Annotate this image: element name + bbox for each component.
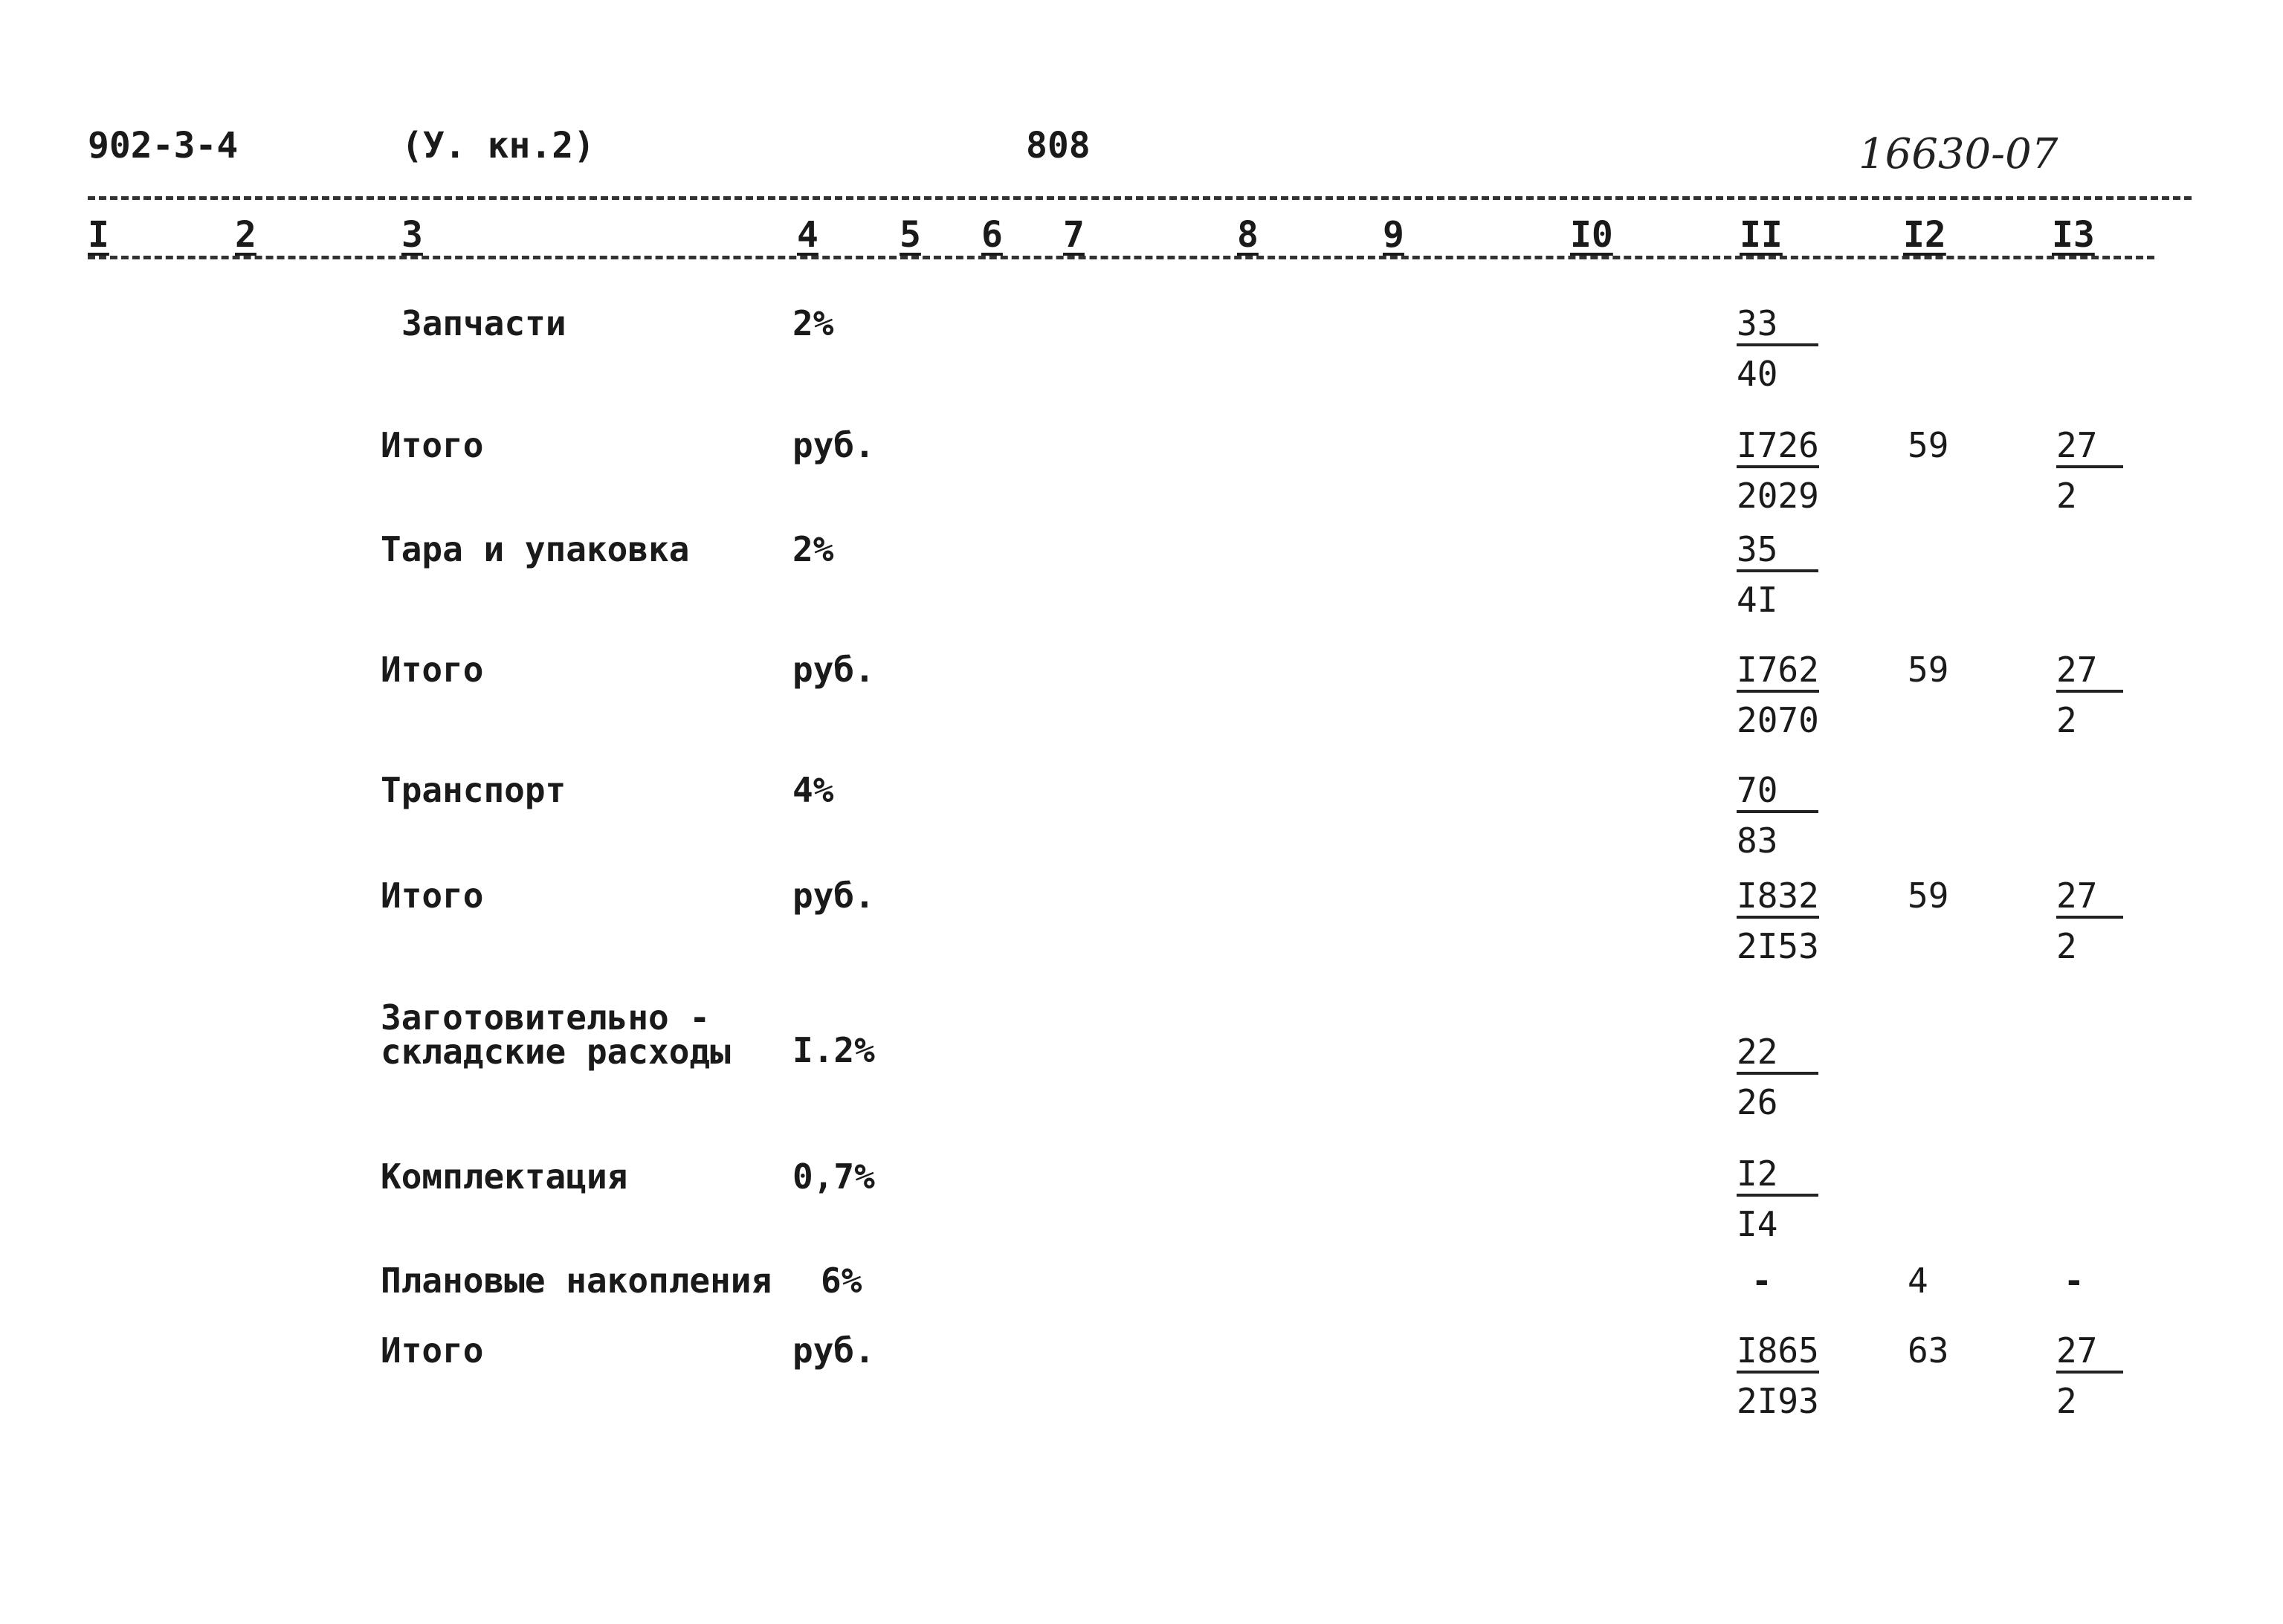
- col11-fraction: [1737, 1154, 1833, 1244]
- col11-numerator: 22: [1737, 1035, 1818, 1075]
- col11-numerator: 33: [1737, 306, 1818, 346]
- col11-fraction: [1737, 650, 1833, 740]
- col-num-13: I3: [2052, 214, 2095, 256]
- col11-denominator: 2I53: [1737, 926, 1819, 966]
- row-rate: руб.: [792, 650, 875, 690]
- col13-denominator: 2: [2056, 926, 2077, 966]
- col-num-4: 4: [797, 214, 818, 256]
- col11-numerator: I865: [1737, 1333, 1819, 1374]
- col11-numerator: I832: [1737, 879, 1819, 919]
- col-num-7: 7: [1063, 214, 1085, 256]
- row-rate: I.2%: [792, 1030, 875, 1070]
- col11-value: -: [1751, 1261, 1772, 1301]
- volume-reference: (У. кн.2): [401, 125, 595, 166]
- row-label: Запчасти: [401, 303, 566, 343]
- col-num-2: 2: [235, 214, 256, 256]
- page-number: 808: [1026, 125, 1091, 166]
- col13-denominator: 2: [2056, 700, 2077, 740]
- col-num-6: 6: [981, 214, 1003, 256]
- row-rate: 2%: [792, 529, 834, 569]
- row-rate: 0,7%: [792, 1156, 875, 1197]
- col13-numerator: 27: [2056, 879, 2123, 919]
- col12-value: 59: [1908, 425, 1949, 465]
- col11-denominator: 2I93: [1737, 1381, 1819, 1421]
- col11-denominator: 2029: [1737, 476, 1819, 516]
- row-label: Транспорт: [381, 770, 566, 810]
- col11-fraction: [1737, 876, 1833, 966]
- col11-numerator: I762: [1737, 653, 1819, 693]
- col-num-3: 3: [401, 214, 423, 256]
- col-num-11: II: [1740, 214, 1783, 256]
- col12-value: 63: [1908, 1330, 1949, 1371]
- col11-numerator: 70: [1737, 773, 1818, 813]
- col11-fraction: [1737, 770, 1833, 861]
- col11-denominator: 4I: [1737, 580, 1778, 620]
- col13-numerator: 27: [2056, 653, 2123, 693]
- row-rate: 2%: [792, 303, 834, 343]
- column-header-dashed-rule: [88, 256, 2154, 259]
- col11-numerator: I2: [1737, 1156, 1818, 1197]
- col13-fraction: [2056, 425, 2138, 516]
- row-label: Итого: [381, 425, 484, 465]
- col11-denominator: 40: [1737, 354, 1778, 394]
- row-rate: руб.: [792, 876, 875, 916]
- col13-denominator: 2: [2056, 476, 2077, 516]
- col11-fraction: [1737, 425, 1833, 516]
- col11-fraction: [1737, 303, 1833, 394]
- row-rate: руб.: [792, 425, 875, 465]
- col11-numerator: 35: [1737, 532, 1818, 572]
- col12-value: 4: [1908, 1261, 1928, 1301]
- col-num-8: 8: [1237, 214, 1259, 256]
- col11-fraction: [1737, 1032, 1833, 1122]
- col11-denominator: 26: [1737, 1082, 1778, 1122]
- col13-fraction: [2056, 1330, 2138, 1421]
- col13-numerator: 27: [2056, 428, 2123, 468]
- row-label: Тара и упаковка: [381, 529, 690, 569]
- handwritten-stamp-number: 16630-07: [1859, 130, 2058, 178]
- header-dashed-rule: [88, 196, 2192, 200]
- col13-numerator: 27: [2056, 1333, 2123, 1374]
- col11-denominator: 2070: [1737, 700, 1819, 740]
- col-num-12: I2: [1903, 214, 1946, 256]
- col11-fraction: [1737, 1330, 1833, 1421]
- row-label: Комплектация: [381, 1156, 628, 1197]
- col12-value: 59: [1908, 650, 1949, 690]
- col11-numerator: I726: [1737, 428, 1819, 468]
- col-num-9: 9: [1383, 214, 1404, 256]
- col-num-5: 5: [900, 214, 921, 256]
- row-rate: 6%: [821, 1261, 862, 1301]
- row-label: Итого: [381, 650, 484, 690]
- col11-fraction: [1737, 529, 1833, 620]
- row-label-line2: складские расходы: [381, 1032, 731, 1072]
- row-rate: руб.: [792, 1330, 875, 1371]
- col13-fraction: [2056, 876, 2138, 966]
- doc-code: 902-3-4: [88, 125, 239, 166]
- row-label-line1: Заготовительно -: [381, 997, 711, 1038]
- col13-value: -: [2064, 1261, 2085, 1301]
- col-num-10: I0: [1570, 214, 1613, 256]
- row-rate: 4%: [792, 770, 834, 810]
- row-label: Итого: [381, 876, 484, 916]
- col-num-1: I: [88, 214, 109, 256]
- col11-denominator: I4: [1737, 1204, 1778, 1244]
- col11-denominator: 83: [1737, 821, 1778, 861]
- col13-fraction: [2056, 650, 2138, 740]
- row-label: Плановые накопления: [381, 1261, 772, 1301]
- col13-denominator: 2: [2056, 1381, 2077, 1421]
- row-label: Итого: [381, 1330, 484, 1371]
- col12-value: 59: [1908, 876, 1949, 916]
